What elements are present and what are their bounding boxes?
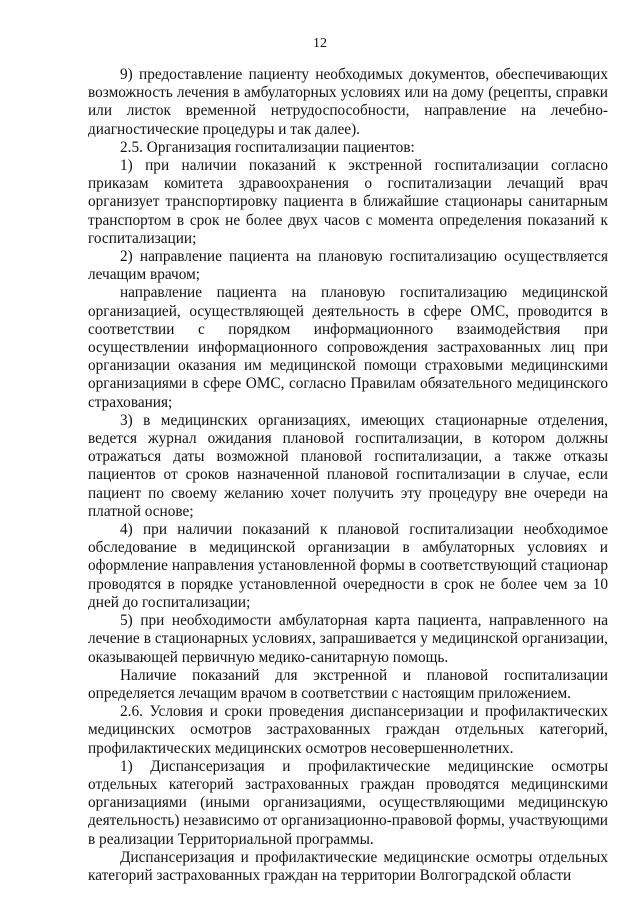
paragraph-outpatient-card: 5) при необходимости амбулаторная карта пациента, направленного на лечение в стационарных условиях, запрашивается у медицинской организации, оказывающей первичную медико-санитарную помощь. <box>88 612 608 666</box>
section-heading-2-6: 2.6. Условия и сроки проведения диспансеризации и профилактических медицинских осмотров застрахованных граждан отдельных категорий, профилактических медицинских осмотров несовершеннолетних. <box>88 703 608 757</box>
paragraph-item-9: 9) предоставление пациенту необходимых документов, обеспечивающих возможность лечения в амбулаторных условиях или на дому (рецепты, справки или листок временной нетрудоспособности, направление на лечебно-диагностические процедуры и так далее). <box>88 66 608 138</box>
page-number: 12 <box>313 36 327 51</box>
paragraph-dispensarization-volgograd: Диспансеризация и профилактические медицинские осмотры отдельных категорий застрахованных граждан на территории Волгоградской области <box>88 848 608 884</box>
paragraph-planned-referral: 2) направление пациента на плановую госпитализацию осуществляется лечащим врачом; <box>88 248 608 284</box>
section-heading-2-5: 2.5. Организация госпитализации пациентов: <box>120 138 415 156</box>
paragraph-waiting-log: 3) в медицинских организациях, имеющих стационарные отделения, ведется журнал ожидания плановой госпитализации, в котором должны отражаться даты возможной плановой госпитализации, а также отказы пациентов от сроков назначенной плановой госпитализации в случае, если пациент по своему желанию хочет получить эту процедуру вне очереди на платной основе; <box>88 411 608 520</box>
paragraph-emergency-hospitalization: 1) при наличии показаний к экстренной госпитализации согласно приказам комитета здравоохранения о госпитализации лечащий врач организует транспортировку пациента в ближайшие стационары санитарным транспортом в срок не более двух часов с момента определения показаний к госпитализации; <box>88 157 608 247</box>
paragraph-dispensarization-1: 1) Диспансеризация и профилактические медицинские осмотры отдельных категорий застрахованных граждан проводятся медицинскими организациями (иными организациями, осуществляющими медицинскую деятельность) независимо от организационно-правовой формы, участвующими в реализации Территориальной программы. <box>88 757 608 848</box>
paragraph-planned-examination: 4) при наличии показаний к плановой госпитализации необходимое обследование в медицинской организации в амбулаторных условиях и оформление направления установленной формы в соответствующий стационар проводятся в порядке установленной очередности в срок не более чем за 10 дней до госпитализации; <box>88 521 608 611</box>
document-body <box>88 66 608 885</box>
paragraph-indications: Наличие показаний для экстренной и плановой госпитализации определяется лечащим врачом в соответствии с настоящим приложением. <box>88 666 608 702</box>
paragraph-oms-referral: направление пациента на плановую госпитализацию медицинской организацией, осуществляющей деятельность в сфере ОМС, проводится в соответствии с порядком информационного взаимодействия при осуществлении информационного сопровождения застрахованных лиц при организации оказания им медицинской помощи страховыми медицинскими организациями в сфере ОМС, согласно Правилам обязательного медицинского страхования; <box>88 284 608 411</box>
